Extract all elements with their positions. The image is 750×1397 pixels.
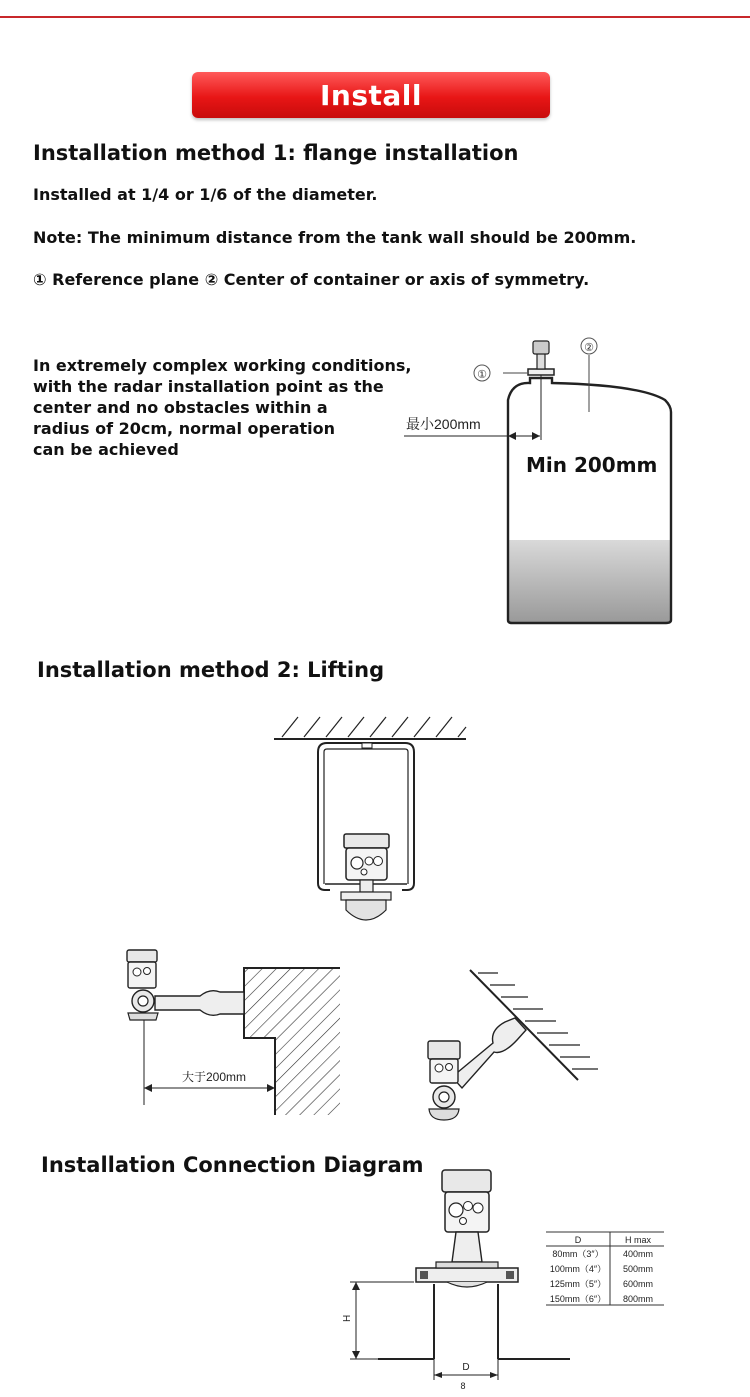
slanted-mount-diagram [428, 970, 598, 1120]
table-cell: 800mm [622, 1294, 654, 1304]
table-cell: 80mm（3″） [552, 1249, 604, 1259]
diameter-label: D [462, 1362, 470, 1373]
marker-2: ② [584, 342, 594, 354]
note-line: can be achieved [33, 440, 179, 459]
note-line: In extremely complex working conditions, [33, 356, 412, 375]
connection-flange [416, 1268, 518, 1282]
radar-cover [344, 834, 389, 848]
antenna-horn [346, 900, 386, 920]
radar-head-icon [533, 341, 549, 354]
gauge-icon [351, 857, 363, 869]
table-cell: 150mm（6″） [549, 1294, 607, 1304]
note-line: center and no obstacles within a [33, 398, 328, 417]
method1-line1: Installed at 1/4 or 1/6 of the diameter. [33, 185, 378, 204]
lifting-ceiling-diagram [274, 717, 466, 920]
table-cell: 400mm [622, 1249, 654, 1259]
table-cell: 100mm（4″） [549, 1264, 607, 1274]
method1-heading: Installation method 1: flange installation [33, 141, 519, 165]
dimension-table [546, 1232, 664, 1305]
min-distance-cn-label: 最小200mm [406, 416, 481, 432]
slanted-arm [452, 1018, 526, 1088]
table-header: H max [624, 1235, 652, 1245]
tank-diagram [404, 338, 671, 623]
liquid-fill [508, 540, 671, 622]
method1-line3: ① Reference plane ② Center of container or axis of symmetry. [33, 270, 590, 289]
method2-heading: Installation method 2: Lifting [37, 658, 385, 682]
height-label: H [342, 1314, 353, 1322]
min-distance-label: Min 200mm [526, 453, 658, 477]
banner-title: Install [320, 78, 422, 112]
wall-mount-diagram [127, 950, 340, 1115]
note-line: radius of 20cm, normal operation [33, 419, 335, 438]
wall-arm [155, 991, 244, 1016]
marker-1: ① [477, 369, 487, 381]
wall-distance-label: 大于200mm [182, 1070, 247, 1084]
note-line: with the radar installation point as the [33, 377, 384, 396]
radar-neck [537, 353, 545, 369]
table-cell: 600mm [622, 1279, 654, 1289]
flange [528, 369, 554, 375]
table-cell: 125mm（5″） [549, 1279, 607, 1289]
connection-heading: Installation Connection Diagram [41, 1153, 424, 1177]
diameter-sub-label: 8 [460, 1381, 466, 1391]
table-cell: 500mm [622, 1264, 654, 1274]
connection-diagram [342, 1170, 570, 1391]
method1-line2: Note: The minimum distance from the tank wall should be 200mm. [33, 228, 637, 247]
table-header: D [574, 1235, 582, 1245]
